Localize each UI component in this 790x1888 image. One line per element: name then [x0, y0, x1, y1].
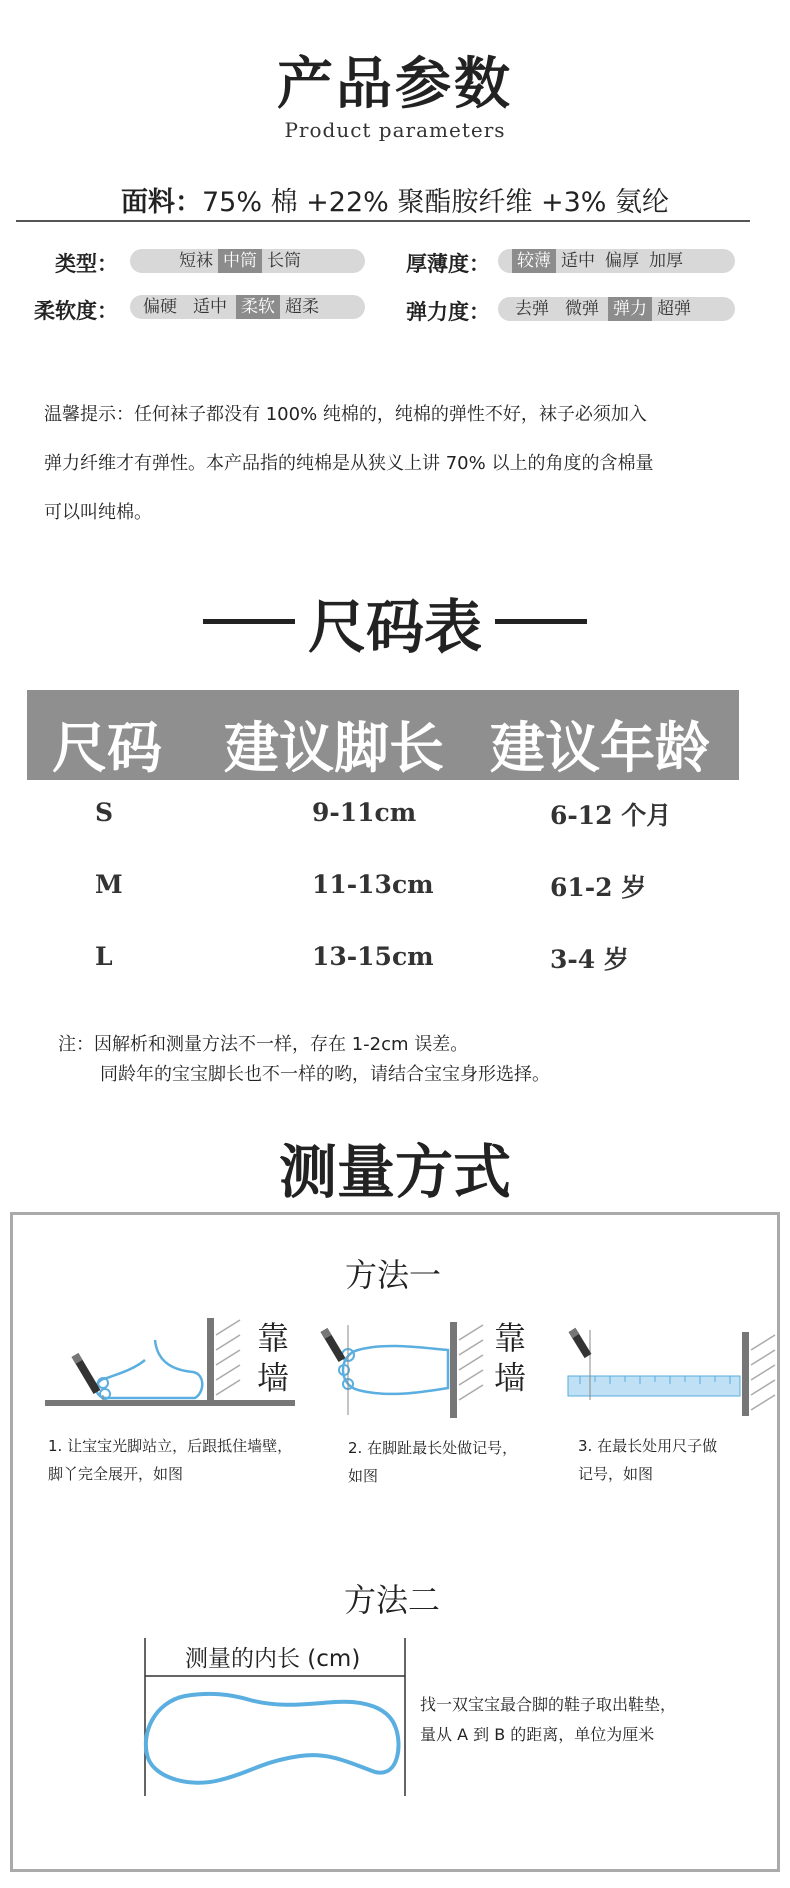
option-medium: 适中	[561, 251, 595, 271]
table-cell: 6-12 个月	[550, 801, 672, 830]
header-foot-length: 建议脚长	[224, 715, 445, 780]
measure-title: 测量方式	[278, 1138, 511, 1206]
option-thick: 偏厚	[605, 251, 639, 271]
step3-text: 3. 在最长处用尺子做 记号，如图	[578, 1437, 718, 1483]
option-short: 短袜	[179, 251, 213, 271]
header-size: 尺码	[52, 715, 163, 780]
step1-text: 1. 让宝宝光脚站立，后跟抵住墙壁， 脚丫完全展开，如图	[48, 1437, 293, 1483]
param-softness-options	[130, 295, 365, 319]
method2-text: 找一双宝宝最合脚的鞋子取出鞋垫， 量从 A 到 B 的距离，单位为厘米	[420, 1695, 677, 1744]
header-age: 建议年龄	[490, 715, 711, 780]
option-thin-selected: 较薄	[512, 249, 556, 273]
method1-title: 方法一	[344, 1256, 441, 1294]
option-super-stretch: 超弹	[657, 299, 691, 319]
table-cell: 3-4 岁	[550, 945, 629, 974]
option-long: 长筒	[267, 251, 301, 271]
option-mid-selected: 中筒	[218, 249, 262, 273]
wall-label: 靠 墙	[256, 1319, 289, 1397]
ruler-icon	[568, 1376, 740, 1396]
step2-text: 2. 在脚趾最长处做记号， 如图	[348, 1439, 518, 1485]
size-table-body	[0, 790, 790, 990]
param-elasticity-label: 弹力度：	[406, 299, 490, 324]
page-subtitle: Product parameters	[284, 118, 506, 142]
option-moderate: 适中	[193, 297, 227, 317]
param-thickness-options	[498, 249, 735, 273]
size-table-title: 尺码表	[307, 593, 482, 661]
step2-illustration	[318, 1320, 498, 1420]
option-hard: 偏硬	[143, 297, 177, 317]
table-cell: 13-15cm	[312, 942, 434, 971]
insole-diagram	[140, 1638, 410, 1798]
note-line: 注：因解析和测量方法不一样，存在 1-2cm 误差。	[58, 1034, 469, 1055]
option-super-soft: 超柔	[285, 297, 319, 317]
table-cell: 9-11cm	[312, 798, 417, 827]
option-slight-stretch: 微弹	[565, 299, 599, 319]
pen-icon	[572, 1330, 588, 1356]
option-soft-selected: 柔软	[236, 295, 280, 319]
size-table-header	[27, 690, 739, 780]
page-title: 产品参数	[277, 51, 513, 117]
tips-paragraph	[44, 390, 744, 537]
material-value: 75% 棉 +22% 聚酯胺纤维 +3% 氨纶	[201, 187, 669, 218]
pen-icon	[75, 1355, 97, 1392]
material-label: 面料：	[120, 187, 202, 218]
title-dash-right	[495, 619, 587, 624]
option-stretch-selected: 弹力	[608, 297, 652, 321]
wall-label: 靠 墙	[493, 1319, 526, 1397]
divider	[16, 220, 750, 222]
param-type-options	[130, 249, 365, 273]
param-thickness-label: 厚薄度：	[406, 251, 490, 276]
option-extra-thick: 加厚	[649, 251, 683, 271]
table-cell: L	[95, 942, 113, 971]
param-elasticity-options	[498, 297, 735, 321]
insole-outline	[146, 1694, 399, 1783]
pen-icon	[324, 1330, 342, 1360]
option-no-stretch: 去弹	[515, 299, 549, 319]
table-cell: 61-2 岁	[550, 873, 647, 902]
tips-line: 可以叫纯棉。	[44, 502, 152, 523]
param-softness-label: 柔软度：	[34, 298, 118, 323]
material-line	[0, 180, 790, 219]
step3-illustration	[560, 1320, 780, 1420]
table-cell: 11-13cm	[312, 870, 434, 899]
table-cell: S	[95, 798, 114, 827]
note-line: 同龄年的宝宝脚长也不一样的哟，请结合宝宝身形选择。	[100, 1064, 550, 1085]
method2-diagram-label: 测量的内长 (cm)	[185, 1646, 361, 1672]
param-type-label: 类型：	[55, 251, 118, 276]
tips-line: 弹力纤维才有弹性。本产品指的纯棉是从狭义上讲 70% 以上的角度的含棉量	[44, 453, 654, 474]
tips-line: 温馨提示：任何袜子都没有 100% 纯棉的，纯棉的弹性不好，袜子必须加入	[44, 404, 647, 425]
table-cell: M	[95, 870, 123, 899]
method2-title: 方法二	[343, 1581, 440, 1619]
